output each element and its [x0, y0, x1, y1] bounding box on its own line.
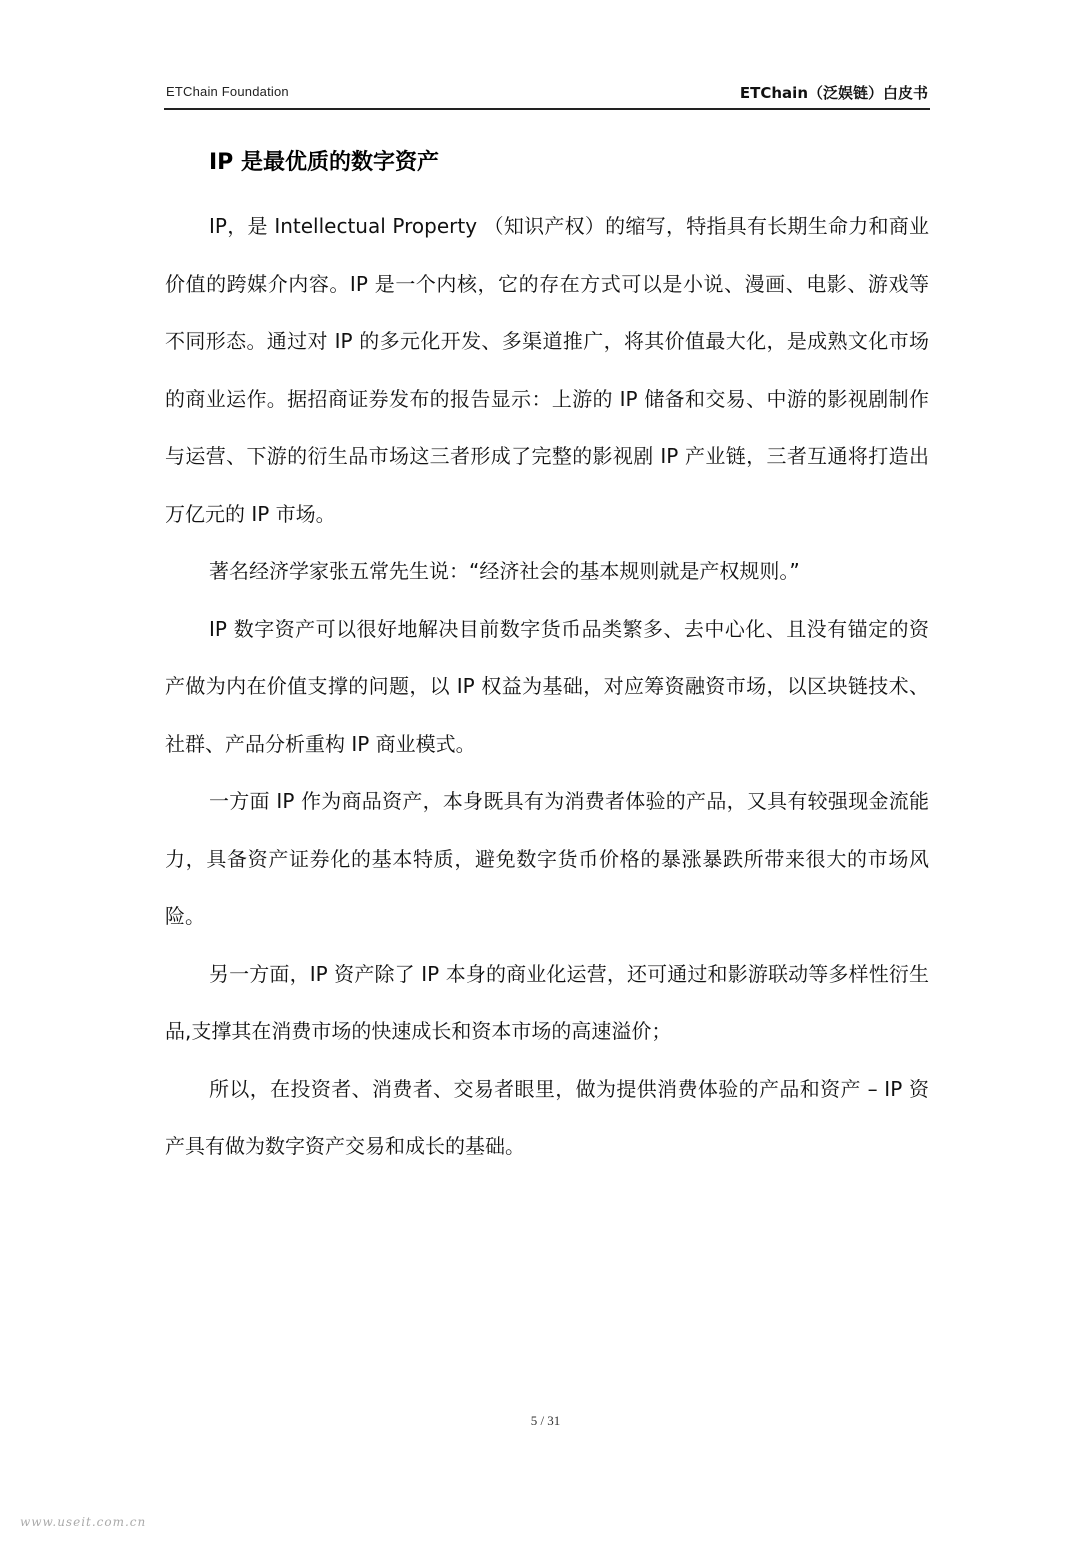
paragraph-quote: 著名经济学家张五常先生说：“经济社会的基本规则就是产权规则。”: [209, 559, 800, 583]
document-body: [165, 140, 929, 1176]
page-header: [164, 78, 930, 110]
paragraph-ip-definition: IP，是 Intellectual Property （知识产权）的缩写，特指具有长期生命力和商业价值的跨媒介内容。IP 是一个内核，它的存在方式可以是小说、漫画、电影、游戏等不同形态。通过对 IP 的多元化开发、多渠道推广，将其价值最大化，是成熟文化市场的商业运作。据招商证券发布的报告显示：上游的 IP 储备和交易、中游的影视剧制作与运营、下游的衍生品市场这三者形成了完整的影视剧 IP 产业链，三者互通将打造出万亿元的 IP 市场。: [165, 214, 929, 526]
paragraph-commodity-asset: 一方面 IP 作为商品资产，本身既具有为消费者体验的产品，又具有较强现金流能力，具备资产证券化的基本特质，避免数字货币价格的暴涨暴跌所带来很大的市场风险。: [165, 789, 929, 928]
watermark: www.useit.com.cn: [20, 1515, 147, 1529]
paragraph-digital-asset: IP 数字资产可以很好地解决目前数字货币品类繁多、去中心化、且没有锚定的资产做为内在价值支撑的问题，以 IP 权益为基础，对应筹资融资市场，以区块链技术、社群、产品分析重构 IP 商业模式。: [165, 616, 929, 756]
header-document-title: ETChain（泛娱链）白皮书: [739, 84, 928, 102]
paragraph-derivatives: 另一方面，IP 资产除了 IP 本身的商业化运营，还可通过和影游联动等多样性衍生品,支撑其在消费市场的快速成长和资本市场的高速溢价；: [165, 961, 929, 1043]
page-number: 5 / 31: [530, 1413, 561, 1428]
paragraph-conclusion: 所以，在投资者、消费者、交易者眼里，做为提供消费体验的产品和资产 – IP 资产具有做为数字资产交易和成长的基础。: [165, 1076, 929, 1158]
section-title: IP 是最优质的数字资产: [209, 150, 439, 175]
header-organization: ETChain Foundation: [166, 84, 289, 99]
